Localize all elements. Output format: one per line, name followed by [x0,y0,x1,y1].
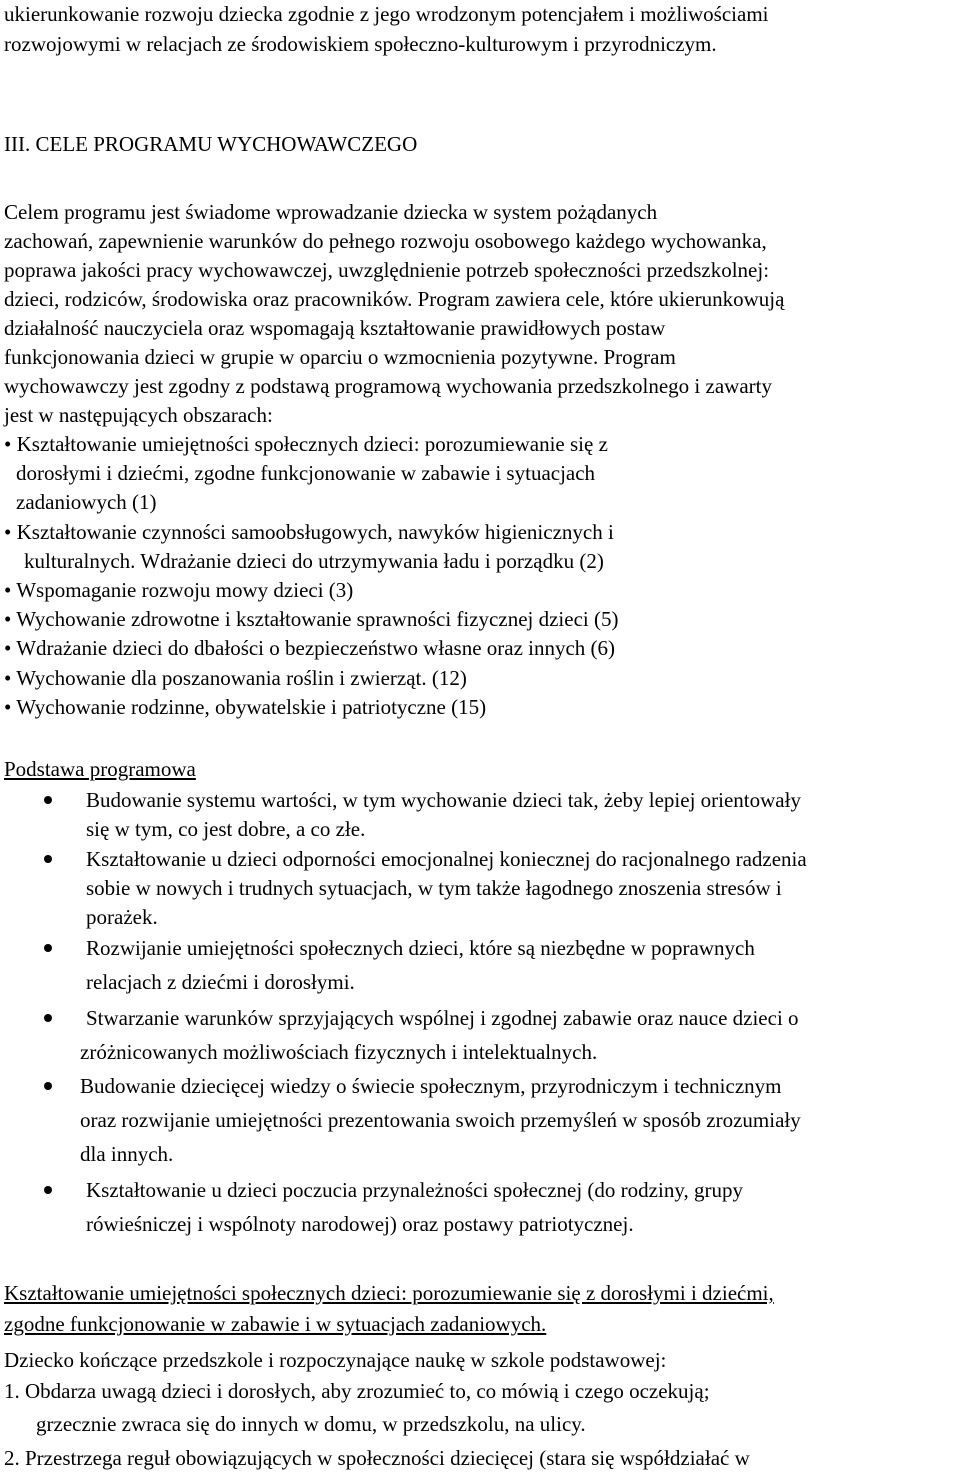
area-item-continuation: dorosłymi i dziećmi, zgodne funkcjonowanie w zabawie i sytuacjach [16,461,596,485]
bullet-dot [44,944,52,952]
podstawa-item: Kształtowanie u dzieci odporności emocjonalnej koniecznej do racjonalnego radzenia [86,847,807,871]
podstawa-heading: Podstawa programowa [4,757,196,781]
bullet-dot [44,1082,52,1090]
bullet-dot [44,855,52,863]
area-item-continuation: kulturalnych. Wdrażanie dzieci do utrzymywania ładu i porządku (2) [24,549,604,573]
podstawa-item: Budowanie dziecięcej wiedzy o świecie społecznym, przyrodniczym i technicznym [80,1074,782,1098]
social-item: 2. Przestrzega reguł obowiązujących w społeczności dziecięcej (stara się współdziałać w [4,1446,750,1470]
social-heading-line-2: zgodne funkcjonowanie w zabawie i w sytuacjach zadaniowych. [4,1312,547,1336]
intro-line-2: rozwojowymi w relacjach ze środowiskiem społeczno-kulturowym i przyrodniczym. [4,32,717,56]
paragraph-line: zachowań, zapewnienie warunków do pełnego rozwoju osobowego każdego wychowanka, [4,229,767,253]
social-item: 1. Obdarza uwagą dzieci i dorosłych, aby zrozumieć to, co mówią i czego oczekują; [4,1379,710,1403]
area-item-continuation: zadaniowych (1) [16,490,157,514]
section-title: III. CELE PROGRAMU WYCHOWAWCZEGO [4,132,418,156]
area-item: • Wychowanie rodzinne, obywatelskie i patriotyczne (15) [4,695,487,719]
podstawa-item-continuation: relacjach z dziećmi i dorosłymi. [86,970,355,994]
bullet-dot [44,1186,52,1194]
paragraph-line: dzieci, rodziców, środowiska oraz pracowników. Program zawiera cele, które ukierunkowują [4,287,785,311]
paragraph-line: jest w następujących obszarach: [4,403,273,427]
podstawa-item: Budowanie systemu wartości, w tym wychowanie dzieci tak, żeby lepiej orientowały [86,788,801,812]
podstawa-item-continuation: dla innych. [80,1142,174,1166]
social-lead: Dziecko kończące przedszkole i rozpoczynające naukę w szkole podstawowej: [4,1348,667,1372]
social-item-continuation: grzecznie zwraca się do innych w domu, w przedszkolu, na ulicy. [36,1412,586,1436]
area-item: • Wychowanie zdrowotne i kształtowanie sprawności fizycznej dzieci (5) [4,607,619,631]
podstawa-item-continuation: się w tym, co jest dobre, a co złe. [86,817,366,841]
area-item: • Wdrażanie dzieci do dbałości o bezpieczeństwo własne oraz innych (6) [4,636,616,660]
intro-line-1: ukierunkowanie rozwoju dziecka zgodnie z jego wrodzonym potencjałem i możliwościami [4,2,769,26]
paragraph-line: działalność nauczyciela oraz wspomagają kształtowanie prawidłowych postaw [4,316,666,340]
podstawa-item-continuation: rówieśniczej i wspólnoty narodowej) oraz postawy patriotycznej. [86,1212,634,1236]
paragraph-line: Celem programu jest świadome wprowadzanie dziecka w system pożądanych [4,200,658,224]
podstawa-item-continuation: zróżnicowanych możliwościach fizycznych i intelektualnych. [80,1040,598,1064]
podstawa-item-continuation: porażek. [86,905,158,929]
area-item: • Kształtowanie czynności samoobsługowych, nawyków higienicznych i [4,520,614,544]
paragraph-line: wychowawczy jest zgodny z podstawą programową wychowania przedszkolnego i zawarty [4,374,772,398]
podstawa-item: Rozwijanie umiejętności społecznych dzieci, które są niezbędne w poprawnych [86,936,755,960]
paragraph-line: funkcjonowania dzieci w grupie w oparciu o wzmocnienia pozytywne. Program [4,345,676,369]
social-heading-line-1: Kształtowanie umiejętności społecznych dzieci: porozumiewanie się z dorosłymi i dziećmi, [4,1281,774,1305]
bullet-dot [44,796,52,804]
area-item: • Kształtowanie umiejętności społecznych dzieci: porozumiewanie się z [4,432,608,456]
area-item: • Wychowanie dla poszanowania roślin i zwierząt. (12) [4,666,467,690]
paragraph-line: poprawa jakości pracy wychowawczej, uwzględnienie potrzeb społeczności przedszkolnej: [4,258,770,282]
podstawa-item: Kształtowanie u dzieci poczucia przynależności społecznej (do rodziny, grupy [86,1178,743,1202]
bullet-dot [44,1014,52,1022]
podstawa-item-continuation: oraz rozwijanie umiejętności prezentowania swoich przemyśleń w sposób zrozumiały [80,1108,801,1132]
podstawa-item: Stwarzanie warunków sprzyjających wspólnej i zgodnej zabawie oraz nauce dzieci o [86,1006,799,1030]
podstawa-item-continuation: sobie w nowych i trudnych sytuacjach, w tym także łagodnego znoszenia stresów i [86,876,782,900]
area-item: • Wspomaganie rozwoju mowy dzieci (3) [4,578,354,602]
